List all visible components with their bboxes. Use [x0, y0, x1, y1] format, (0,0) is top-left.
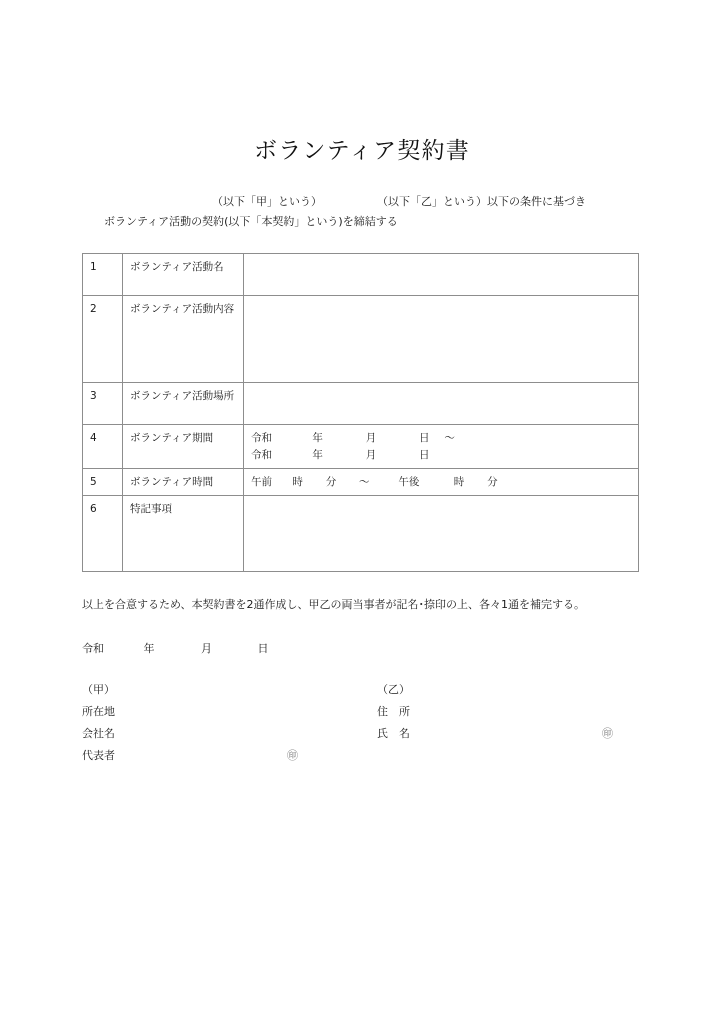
signature-area [82, 681, 642, 769]
row-number: 6 [83, 496, 123, 572]
year-unit-from: 年 [312, 432, 323, 444]
table-row [83, 383, 639, 425]
party-otsu-note: （以下「乙」という）以下の条件に基づき [377, 195, 586, 208]
pm-minute-unit: 分 [487, 476, 498, 488]
era-label-from: 令和 [251, 432, 272, 444]
signature-name-row [82, 725, 642, 747]
pm-label: 午後 [398, 476, 420, 488]
row-value-remarks[interactable] [244, 496, 639, 572]
row-label: 特記事項 [123, 496, 244, 572]
closing-statement: 以上を合意するため、本契約書を2通作成し、甲乙の両当事者が記名･捺印の上、各々1通を補完する。 [82, 598, 586, 611]
row-number: 2 [83, 296, 123, 383]
party-ko-note: （以下「甲」という） [212, 195, 322, 208]
row-number: 3 [83, 383, 123, 425]
signature-month-unit: 月 [201, 642, 212, 655]
pm-hour-unit: 時 [453, 476, 465, 488]
row-label: ボランティア活動内容 [123, 296, 244, 383]
row-number: 5 [83, 469, 123, 496]
otsu-name-label: 氏 名 [377, 727, 410, 740]
signature-era-label: 令和 [82, 642, 104, 655]
row-value-period[interactable] [244, 425, 639, 469]
table-row [83, 496, 639, 572]
month-unit-to: 月 [365, 449, 377, 461]
month-unit-from: 月 [365, 432, 377, 444]
year-unit-to: 年 [312, 449, 323, 461]
ko-address-label: 所在地 [82, 705, 115, 718]
period-tilde: ～ [444, 432, 455, 444]
row-label: ボランティア期間 [123, 425, 244, 469]
time-range-line [251, 474, 632, 491]
table-row [83, 254, 639, 296]
page-title: ボランティア契約書 [254, 138, 470, 164]
seal-icon: ㊞ [602, 727, 613, 740]
am-minute-unit: 分 [325, 476, 337, 488]
era-label-to: 令和 [251, 449, 272, 461]
signature-address-row [82, 703, 642, 725]
party-ko-heading: （甲） [82, 683, 115, 696]
table-row [83, 469, 639, 496]
signature-representative-row [82, 747, 642, 769]
otsu-address-label: 住 所 [377, 705, 410, 718]
ko-representative-label: 代表者 [82, 749, 115, 762]
row-value-activity-content[interactable] [244, 296, 639, 383]
table-row [83, 296, 639, 383]
signature-day-unit: 日 [257, 642, 269, 655]
ko-company-label: 会社名 [82, 727, 115, 740]
preamble [82, 192, 642, 232]
row-number: 1 [83, 254, 123, 296]
row-value-activity-place[interactable] [244, 383, 639, 425]
party-otsu-heading: （乙） [377, 683, 410, 696]
row-label: ボランティア活動場所 [123, 383, 244, 425]
period-to-line [251, 447, 632, 464]
row-label: ボランティア時間 [123, 469, 244, 496]
signature-year-unit: 年 [143, 642, 155, 655]
preamble-line-1 [82, 192, 642, 212]
time-tilde: ～ [359, 476, 370, 488]
preamble-line-2: ボランティア活動の契約(以下「本契約」という)を締結する [104, 215, 398, 228]
row-number: 4 [83, 425, 123, 469]
row-value-time[interactable] [244, 469, 639, 496]
am-label: 午前 [251, 476, 272, 488]
day-unit-from: 日 [419, 432, 430, 444]
contract-form-table [82, 253, 639, 572]
signature-date-line [82, 640, 269, 656]
row-label: ボランティア活動名 [123, 254, 244, 296]
row-value-activity-name[interactable] [244, 254, 639, 296]
period-from-line [251, 430, 632, 447]
signature-heading-row [82, 681, 642, 703]
seal-icon: ㊞ [287, 749, 298, 762]
day-unit-to: 日 [419, 449, 430, 461]
am-hour-unit: 時 [292, 476, 303, 488]
table-row [83, 425, 639, 469]
